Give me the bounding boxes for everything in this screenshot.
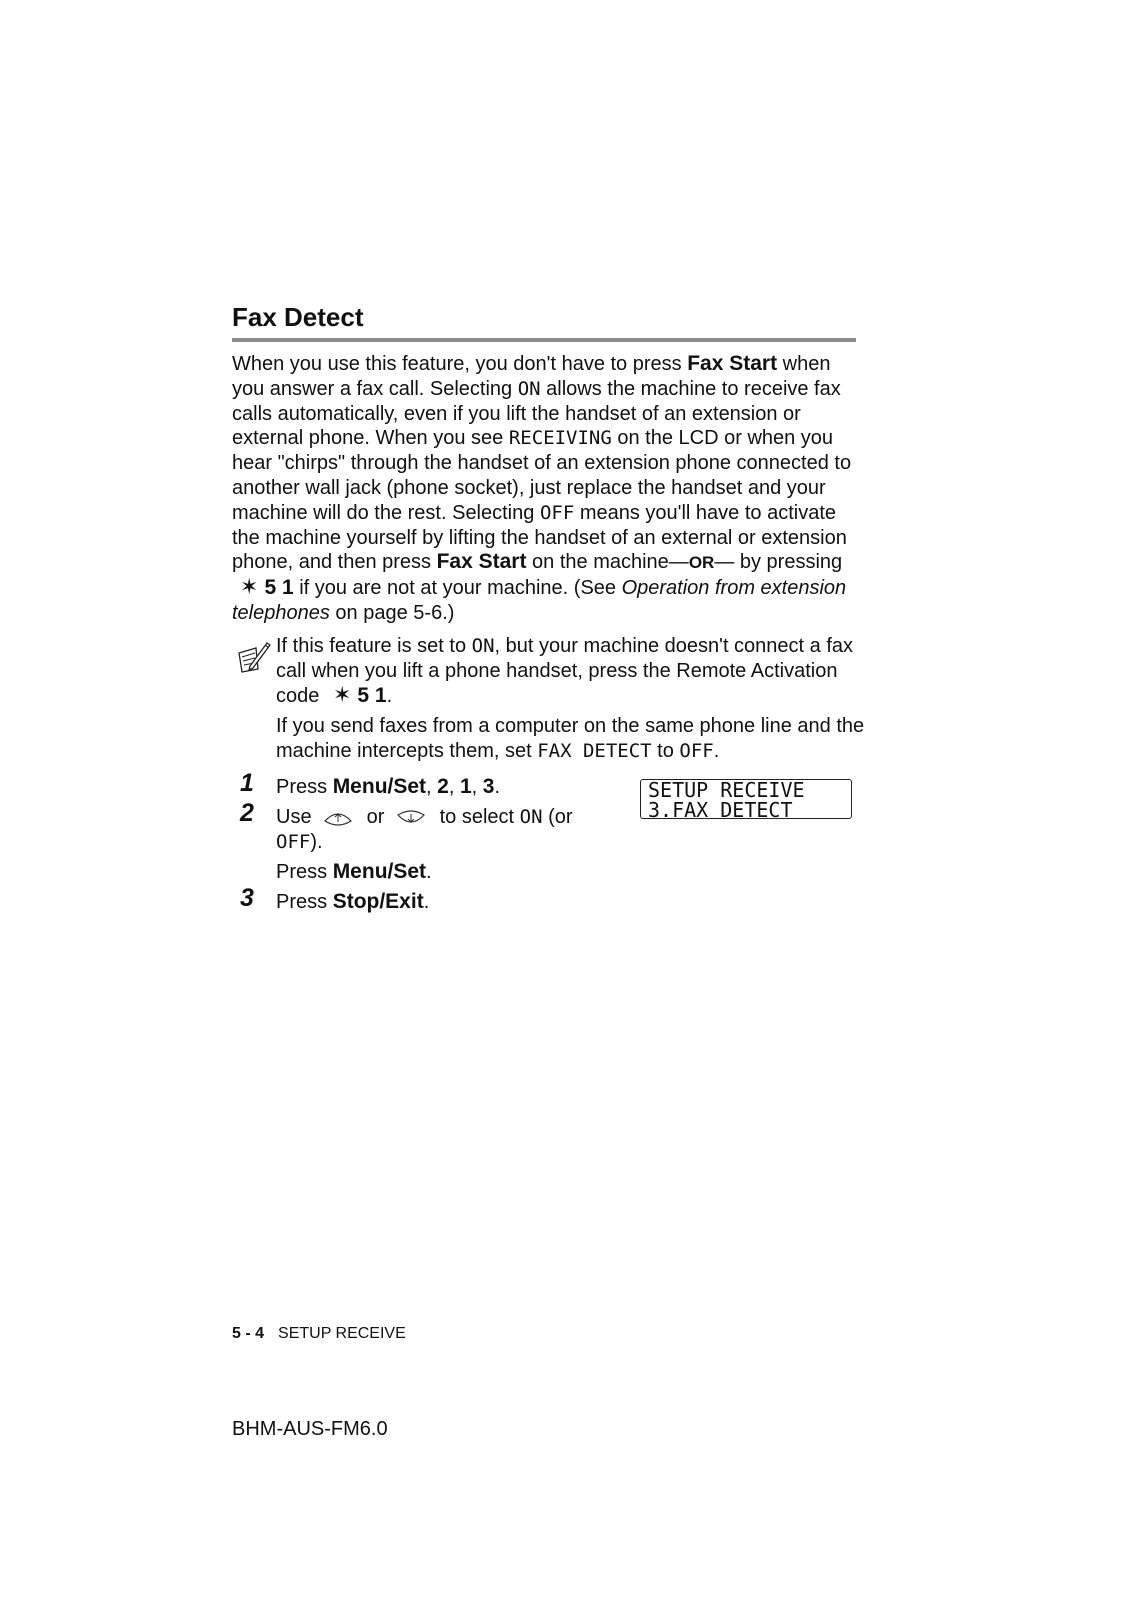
note-text: If you send faxes from a computer on the same phone line and the machine intercepts them, set — [276, 715, 865, 762]
intro-text: on the machine— — [526, 551, 689, 574]
intro-text: on page 5-6.) — [329, 601, 455, 624]
step-text: ). — [310, 830, 323, 853]
intro-text: When you use this feature, you don't have to press — [232, 353, 688, 375]
fax-start-key-label: Fax Start — [436, 550, 527, 574]
page-number: 5 - 4 — [232, 1325, 265, 1342]
key-3-label: 3 — [482, 775, 495, 798]
lcd-value-receiving: RECEIVING — [508, 427, 612, 450]
note-text: . — [386, 684, 393, 707]
step-text: . — [426, 861, 432, 883]
cross-reference: Operation from extension telephones — [232, 577, 847, 624]
step-text: (or — [542, 806, 573, 828]
step-text: , — [448, 776, 460, 798]
lcd-value-off: OFF — [679, 739, 714, 762]
step-1-text — [276, 775, 586, 800]
note-text: , but your machine doesn't connect a fax call when you lift a phone handset, press the Remote Activation code — [276, 635, 854, 707]
lcd-value-fax-detect: FAX DETECT — [537, 739, 652, 762]
step-text: . — [423, 891, 430, 913]
step-2-confirm-text — [276, 860, 586, 885]
note-text: If this feature is set to — [276, 635, 472, 657]
note-pencil-icon — [236, 639, 272, 675]
key-1-label: 1 — [459, 775, 472, 798]
lcd-value-off: OFF — [276, 830, 311, 853]
lcd-value-on: ON — [471, 635, 495, 657]
note-text: to — [651, 739, 680, 762]
lcd-value-off: OFF — [539, 501, 575, 524]
step-3-text — [276, 890, 586, 915]
lcd-line-2: 3.FAX DETECT — [648, 798, 793, 822]
document-code: BHM-AUS-FM6.0 — [232, 1418, 388, 1440]
up-arrow-key-icon — [323, 809, 353, 827]
note-paragraph-1 — [276, 634, 866, 708]
intro-text: when you answer a fax call. Selecting — [232, 353, 831, 400]
note-text: . — [713, 739, 720, 762]
intro-text: allows the machine to receive fax calls automatically, even if you lift the handset of an extension or external phone. When you see — [232, 377, 841, 450]
intro-text: on the LCD or when you hear "chirps" through the handset of an extension phone connected to another wall jack (phone socket), just replace the handset and your machine will do the rest. Selecting — [232, 427, 852, 524]
step-text: , — [471, 776, 483, 798]
down-arrow-key-icon — [396, 809, 426, 827]
step-text: Press — [276, 891, 333, 913]
or-label: OR — [688, 553, 715, 573]
stop-exit-key-label: Stop/Exit — [332, 890, 424, 913]
step-text: to select — [434, 806, 520, 828]
step-2-text — [276, 805, 586, 855]
remote-code: 5 1 — [357, 683, 387, 707]
step-text: Press — [276, 776, 333, 798]
note-paragraph-2 — [276, 714, 866, 764]
intro-text: — by pressing — [714, 551, 843, 574]
step-text: Use — [276, 806, 318, 828]
intro-text: if you are not at your machine. (See — [293, 577, 622, 600]
lcd-value-on: ON — [519, 806, 543, 828]
page-footer — [232, 1325, 406, 1343]
star-key-icon: ✶ — [240, 575, 259, 601]
key-2-label: 2 — [437, 775, 449, 798]
chapter-name: SETUP RECEIVE — [278, 1325, 406, 1342]
star-key-icon: ✶ — [332, 682, 352, 708]
intro-paragraph — [232, 352, 864, 626]
menu-set-key-label: Menu/Set — [332, 860, 427, 883]
step-text: , — [426, 776, 438, 798]
title-rule — [232, 338, 856, 342]
intro-text: means you'll have to activate the machine yourself by lifting the handset of an external or extension phone, and then press — [232, 501, 847, 574]
menu-set-key-label: Menu/Set — [332, 775, 427, 798]
section-title: Fax Detect — [232, 302, 364, 332]
fax-start-key-label: Fax Start — [687, 352, 778, 375]
lcd-line-1: SETUP RECEIVE — [648, 778, 805, 802]
lcd-value-on: ON — [517, 377, 541, 400]
step-text: Press — [276, 861, 333, 883]
step-text: or — [361, 806, 391, 828]
step-number: 1 — [240, 769, 254, 797]
step-number: 3 — [240, 884, 254, 912]
remote-code: 5 1 — [264, 576, 294, 600]
lcd-display — [640, 778, 852, 822]
step-number: 2 — [240, 799, 254, 827]
step-text: . — [494, 776, 501, 798]
